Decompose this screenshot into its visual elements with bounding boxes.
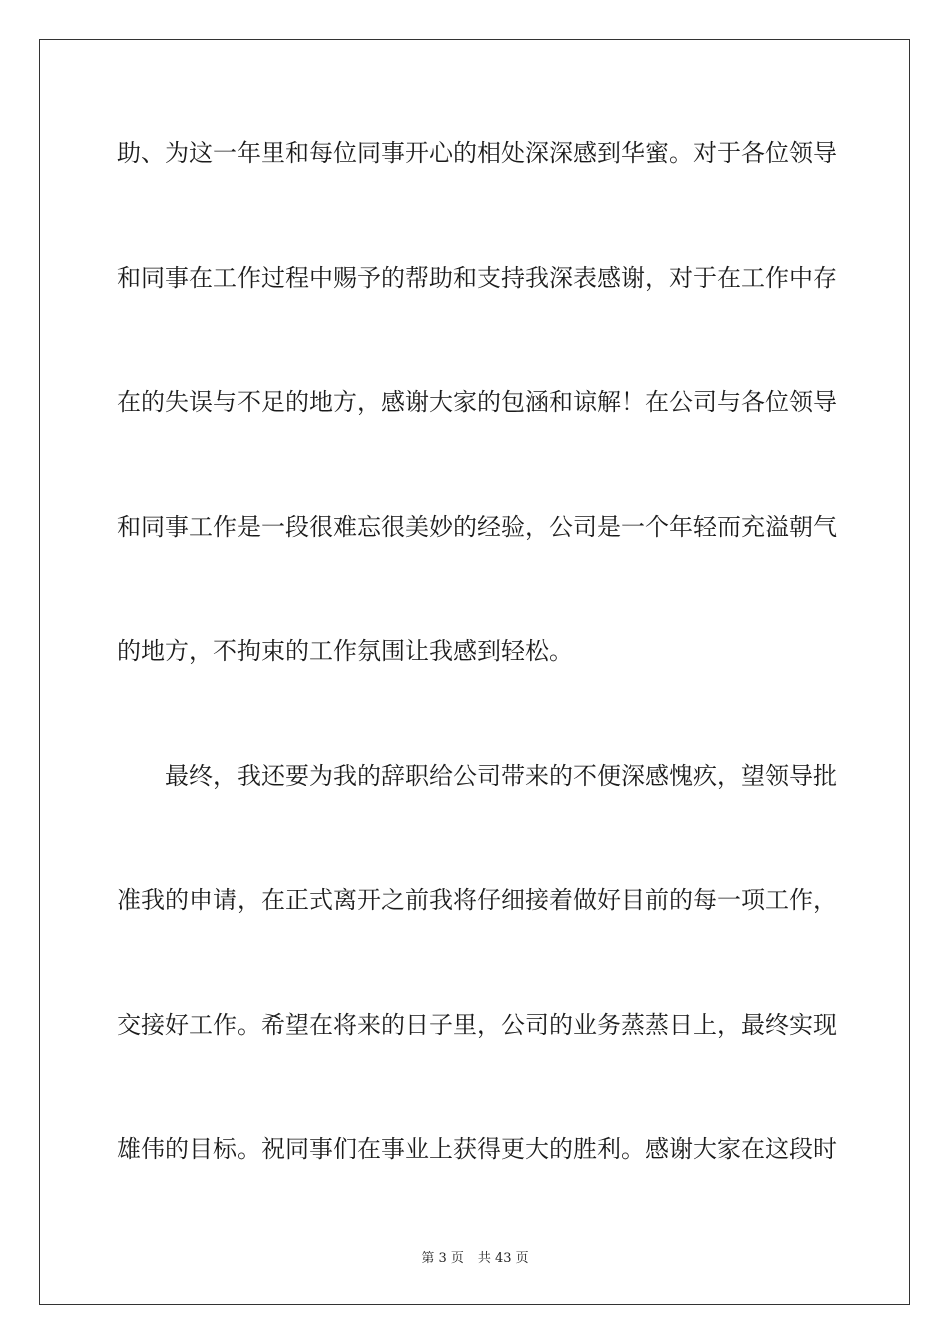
- paragraph-1-line-3: 在的失误与不足的地方，感谢大家的包涵和谅解！在公司与各位领导: [117, 388, 837, 416]
- paragraph-1-line-1: 助、为这一年里和每位同事开心的相处深深感到华蜜。对于各位领导: [117, 139, 837, 167]
- paragraph-2-line-2: 准我的申请，在正式离开之前我将仔细接着做好目前的每一项工作，: [117, 886, 837, 914]
- paragraph-2-line-4: 雄伟的目标。祝同事们在事业上获得更大的胜利。感谢大家在这段时: [117, 1135, 837, 1163]
- paragraph-2-line-1: 最终，我还要为我的辞职给公司带来的不便深感愧疚，望领导批: [165, 762, 837, 790]
- page-total: 共 43 页: [477, 1251, 529, 1266]
- page-border: [39, 39, 910, 1305]
- paragraph-2-line-3: 交接好工作。希望在将来的日子里，公司的业务蒸蒸日上，最终实现: [117, 1011, 837, 1039]
- paragraph-1-line-2: 和同事在工作过程中赐予的帮助和支持我深表感谢，对于在工作中存: [117, 264, 837, 292]
- paragraph-1-line-4: 和同事工作是一段很难忘很美妙的经验，公司是一个年轻而充溢朝气: [117, 513, 837, 541]
- page-footer: [0, 1247, 950, 1266]
- page-number: 第 3 页: [421, 1251, 464, 1266]
- paragraph-1-line-5: 的地方，不拘束的工作氛围让我感到轻松。: [117, 637, 573, 665]
